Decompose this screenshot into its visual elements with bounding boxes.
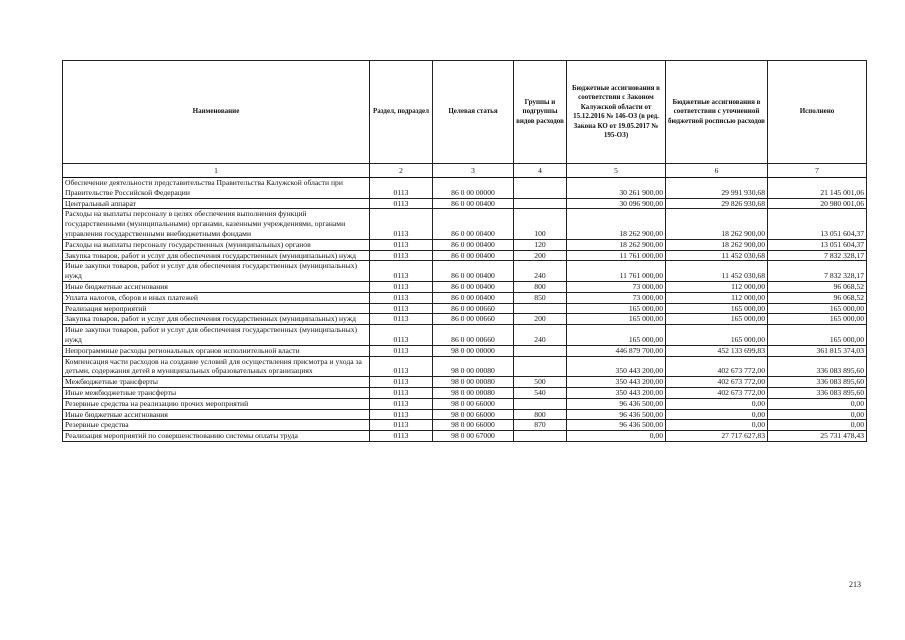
row-law-amount-cell: 350 443 200,00: [567, 356, 666, 377]
table-row: [63, 292, 867, 303]
row-law-amount-cell: 96 436 500,00: [567, 398, 666, 409]
table-row: [63, 420, 867, 431]
row-group-cell: 870: [514, 420, 567, 431]
row-section-cell: 0113: [370, 261, 433, 282]
row-refined-amount-cell: 11 452 030,68: [666, 261, 768, 282]
row-name-cell: Резервные средства: [63, 420, 370, 431]
column-number: 4: [514, 164, 567, 178]
row-code-cell: 86 0 00 00400: [433, 261, 514, 282]
row-refined-amount-cell: 112 000,00: [666, 292, 768, 303]
row-executed-amount-cell: 336 083 895,60: [768, 377, 867, 388]
document-sheet: [62, 60, 866, 442]
row-group-cell: 240: [514, 261, 567, 282]
row-refined-amount-cell: 0,00: [666, 409, 768, 420]
row-section-cell: 0113: [370, 356, 433, 377]
row-group-cell: [514, 198, 567, 209]
table-row: [63, 178, 867, 199]
row-code-cell: 86 0 00 00660: [433, 303, 514, 314]
row-executed-amount-cell: 13 051 604,37: [768, 209, 867, 239]
row-law-amount-cell: 0,00: [567, 431, 666, 442]
row-section-cell: 0113: [370, 377, 433, 388]
row-code-cell: 86 0 00 00400: [433, 281, 514, 292]
row-code-cell: 98 0 00 00080: [433, 387, 514, 398]
budget-table: [62, 60, 867, 442]
row-group-cell: [514, 398, 567, 409]
row-executed-amount-cell: 96 068,52: [768, 292, 867, 303]
row-section-cell: 0113: [370, 409, 433, 420]
table-row: [63, 387, 867, 398]
column-number: 7: [768, 164, 867, 178]
row-section-cell: 0113: [370, 209, 433, 239]
row-name-cell: Расходы на выплаты персоналу государственных (муниципальных) органов: [63, 239, 370, 250]
row-section-cell: 0113: [370, 250, 433, 261]
row-section-cell: 0113: [370, 198, 433, 209]
row-law-amount-cell: 30 096 900,00: [567, 198, 666, 209]
row-law-amount-cell: 11 761 000,00: [567, 261, 666, 282]
row-refined-amount-cell: 165 000,00: [666, 314, 768, 325]
header-name: Наименование: [63, 61, 370, 164]
row-group-cell: [514, 303, 567, 314]
row-executed-amount-cell: 13 051 604,37: [768, 239, 867, 250]
row-refined-amount-cell: 402 673 772,00: [666, 387, 768, 398]
row-group-cell: 540: [514, 387, 567, 398]
row-name-cell: Закупка товаров, работ и услуг для обеспечения государственных (муниципальных) нужд: [63, 314, 370, 325]
table-row: [63, 198, 867, 209]
row-name-cell: Центральный аппарат: [63, 198, 370, 209]
row-group-cell: 800: [514, 409, 567, 420]
header-refined: Бюджетные ассигнования в соответствии с уточненной бюджетной росписью расходов: [666, 61, 768, 164]
table-row: [63, 303, 867, 314]
row-section-cell: 0113: [370, 239, 433, 250]
row-refined-amount-cell: 18 262 900,00: [666, 239, 768, 250]
row-executed-amount-cell: 7 832 328,17: [768, 250, 867, 261]
row-refined-amount-cell: 402 673 772,00: [666, 356, 768, 377]
row-refined-amount-cell: 112 000,00: [666, 281, 768, 292]
row-refined-amount-cell: 0,00: [666, 398, 768, 409]
row-name-cell: Обеспечение деятельности представительства Правительства Калужской области при Правительстве Российской Федерации: [63, 178, 370, 199]
column-number: 2: [370, 164, 433, 178]
row-code-cell: 98 0 00 00000: [433, 345, 514, 356]
row-name-cell: Непрограммные расходы региональных органов исполнительной власти: [63, 345, 370, 356]
column-number: 5: [567, 164, 666, 178]
row-group-cell: 200: [514, 250, 567, 261]
row-law-amount-cell: 96 436 500,00: [567, 420, 666, 431]
row-executed-amount-cell: 96 068,52: [768, 281, 867, 292]
row-code-cell: 98 0 00 66000: [433, 409, 514, 420]
row-executed-amount-cell: 7 832 328,17: [768, 261, 867, 282]
row-executed-amount-cell: 0,00: [768, 398, 867, 409]
row-executed-amount-cell: 165 000,00: [768, 303, 867, 314]
row-name-cell: Иные бюджетные ассигнования: [63, 409, 370, 420]
row-law-amount-cell: 350 443 200,00: [567, 377, 666, 388]
row-name-cell: Иные закупки товаров, работ и услуг для обеспечения государственных (муниципальных) нужд: [63, 261, 370, 282]
row-law-amount-cell: 165 000,00: [567, 325, 666, 346]
table-header-row: [63, 61, 867, 164]
row-group-cell: [514, 431, 567, 442]
row-group-cell: 240: [514, 325, 567, 346]
table-row: [63, 377, 867, 388]
row-group-cell: [514, 345, 567, 356]
row-name-cell: Межбюджетные трансферты: [63, 377, 370, 388]
column-number: 6: [666, 164, 768, 178]
row-code-cell: 98 0 00 66000: [433, 420, 514, 431]
row-section-cell: 0113: [370, 281, 433, 292]
row-refined-amount-cell: 165 000,00: [666, 325, 768, 346]
row-group-cell: 100: [514, 209, 567, 239]
row-refined-amount-cell: 29 826 930,68: [666, 198, 768, 209]
header-law: Бюджетные ассигнования в соответствии с Законом Калужской области от 15.12.2016 № 146-ОЗ (в ред. Закона КО от 19.05.2017 № 195-ОЗ): [567, 61, 666, 164]
row-refined-amount-cell: 11 452 030,68: [666, 250, 768, 261]
column-number: 1: [63, 164, 370, 178]
row-section-cell: 0113: [370, 420, 433, 431]
header-section: Раздел, подраздел: [370, 61, 433, 164]
row-law-amount-cell: 18 262 900,00: [567, 239, 666, 250]
table-row: [63, 345, 867, 356]
row-code-cell: 98 0 00 00080: [433, 356, 514, 377]
table-body: [63, 178, 867, 442]
table-row: [63, 325, 867, 346]
row-executed-amount-cell: 165 000,00: [768, 314, 867, 325]
row-name-cell: Расходы на выплаты персоналу в целях обеспечения выполнения функций государственными (муниципальными) органами, казенными учреждениями, органами управления государственными внебюджетными фондами: [63, 209, 370, 239]
table-row: [63, 398, 867, 409]
row-code-cell: 86 0 00 00400: [433, 209, 514, 239]
row-code-cell: 98 0 00 00080: [433, 377, 514, 388]
row-refined-amount-cell: 27 717 627,83: [666, 431, 768, 442]
row-refined-amount-cell: 18 262 900,00: [666, 209, 768, 239]
row-executed-amount-cell: 25 731 478,43: [768, 431, 867, 442]
row-law-amount-cell: 30 261 900,00: [567, 178, 666, 199]
row-code-cell: 98 0 00 66000: [433, 398, 514, 409]
row-code-cell: 86 0 00 00660: [433, 314, 514, 325]
row-group-cell: [514, 178, 567, 199]
row-executed-amount-cell: 0,00: [768, 420, 867, 431]
table-row: [63, 209, 867, 239]
row-code-cell: 86 0 00 00400: [433, 250, 514, 261]
table-row: [63, 239, 867, 250]
row-law-amount-cell: 165 000,00: [567, 314, 666, 325]
row-executed-amount-cell: 21 145 001,06: [768, 178, 867, 199]
row-section-cell: 0113: [370, 303, 433, 314]
row-refined-amount-cell: 29 991 930,68: [666, 178, 768, 199]
row-refined-amount-cell: 165 000,00: [666, 303, 768, 314]
row-law-amount-cell: 18 262 900,00: [567, 209, 666, 239]
row-executed-amount-cell: 361 815 374,03: [768, 345, 867, 356]
row-code-cell: 86 0 00 00400: [433, 198, 514, 209]
header-target: Целевая статья: [433, 61, 514, 164]
table-row: [63, 431, 867, 442]
row-refined-amount-cell: 0,00: [666, 420, 768, 431]
row-name-cell: Компенсация части расходов на создание условий для осуществления присмотра и ухода за детьми, содержания детей в муниципальных образовательных организациях: [63, 356, 370, 377]
row-name-cell: Реализация мероприятий: [63, 303, 370, 314]
row-name-cell: Иные межбюджетные трансферты: [63, 387, 370, 398]
row-group-cell: 800: [514, 281, 567, 292]
table-row: [63, 409, 867, 420]
column-number: 3: [433, 164, 514, 178]
row-code-cell: 98 0 00 67000: [433, 431, 514, 442]
row-executed-amount-cell: 0,00: [768, 409, 867, 420]
row-refined-amount-cell: 402 673 772,00: [666, 377, 768, 388]
row-section-cell: 0113: [370, 314, 433, 325]
column-number-row: [63, 164, 867, 178]
row-group-cell: 850: [514, 292, 567, 303]
row-name-cell: Иные закупки товаров, работ и услуг для обеспечения государственных (муниципальных) нужд: [63, 325, 370, 346]
row-section-cell: 0113: [370, 292, 433, 303]
table-row: [63, 314, 867, 325]
row-executed-amount-cell: 336 083 895,60: [768, 356, 867, 377]
row-name-cell: Закупка товаров, работ и услуг для обеспечения государственных (муниципальных) нужд: [63, 250, 370, 261]
row-law-amount-cell: 73 000,00: [567, 281, 666, 292]
row-section-cell: 0113: [370, 178, 433, 199]
row-executed-amount-cell: 20 980 001,06: [768, 198, 867, 209]
header-groups: Группы и подгруппы видов расходов: [514, 61, 567, 164]
header-executed: Исполнено: [768, 61, 867, 164]
row-group-cell: [514, 356, 567, 377]
row-section-cell: 0113: [370, 431, 433, 442]
row-section-cell: 0113: [370, 345, 433, 356]
row-executed-amount-cell: 165 000,00: [768, 325, 867, 346]
row-law-amount-cell: 165 000,00: [567, 303, 666, 314]
row-law-amount-cell: 11 761 000,00: [567, 250, 666, 261]
row-section-cell: 0113: [370, 325, 433, 346]
row-law-amount-cell: 96 436 500,00: [567, 409, 666, 420]
table-row: [63, 261, 867, 282]
row-name-cell: Резервные средства на реализацию прочих мероприятий: [63, 398, 370, 409]
table-row: [63, 356, 867, 377]
row-law-amount-cell: 350 443 200,00: [567, 387, 666, 398]
row-code-cell: 86 0 00 00000: [433, 178, 514, 199]
table-row: [63, 250, 867, 261]
row-law-amount-cell: 73 000,00: [567, 292, 666, 303]
page-number: 213: [849, 580, 861, 589]
row-executed-amount-cell: 336 083 895,60: [768, 387, 867, 398]
row-group-cell: 200: [514, 314, 567, 325]
row-name-cell: Реализация мероприятий по совершенствованию системы оплаты труда: [63, 431, 370, 442]
row-code-cell: 86 0 00 00400: [433, 239, 514, 250]
row-law-amount-cell: 446 879 700,00: [567, 345, 666, 356]
row-refined-amount-cell: 452 133 699,83: [666, 345, 768, 356]
row-section-cell: 0113: [370, 387, 433, 398]
row-name-cell: Уплата налогов, сборов и иных платежей: [63, 292, 370, 303]
row-section-cell: 0113: [370, 398, 433, 409]
row-group-cell: 120: [514, 239, 567, 250]
row-code-cell: 86 0 00 00400: [433, 292, 514, 303]
table-row: [63, 281, 867, 292]
row-name-cell: Иные бюджетные ассигнования: [63, 281, 370, 292]
row-code-cell: 86 0 00 00660: [433, 325, 514, 346]
row-group-cell: 500: [514, 377, 567, 388]
